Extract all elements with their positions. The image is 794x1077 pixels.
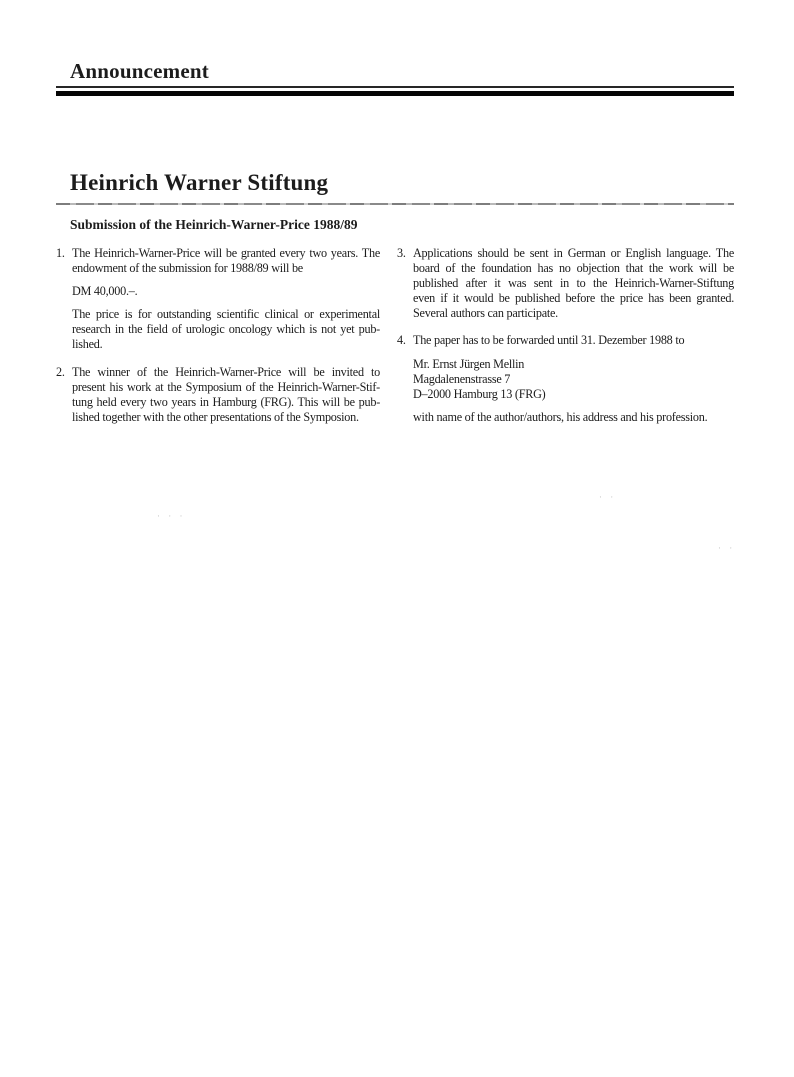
- text-line: research in the field of urologic oncology which is not yet pub-: [72, 322, 380, 337]
- text-column-right: [397, 246, 734, 437]
- numbered-item: [56, 365, 380, 425]
- double-rule: [56, 86, 734, 96]
- text-line: Magdalenenstrasse 7: [413, 371, 511, 386]
- text-line: endowment of the submission for 1988/89 will be: [72, 261, 303, 276]
- text-line: The Heinrich-Warner-Price will be granted every two years. The: [72, 246, 380, 260]
- item-number: 2.: [56, 364, 65, 379]
- text-line: Mr. Ernst Jürgen Mellin: [413, 356, 525, 371]
- paragraph: [72, 284, 380, 299]
- text-line: published after it was sent in to the Heinrich-Warner-Stiftung: [413, 276, 734, 291]
- title-underline-rule: [56, 203, 734, 205]
- numbered-item: [397, 333, 734, 424]
- article-title: Heinrich Warner Stiftung: [70, 170, 329, 195]
- paragraph: [413, 246, 734, 321]
- paragraph: [72, 307, 380, 352]
- item-body: [413, 333, 734, 424]
- item-number: 1.: [56, 246, 65, 260]
- scan-artifact: · ·: [718, 543, 736, 553]
- item-body: [413, 246, 734, 321]
- text-line: with name of the author/authors, his address and his profession.: [413, 409, 708, 424]
- text-line: D–2000 Hamburg 13 (FRG): [413, 386, 546, 401]
- article-subtitle: Submission of the Heinrich-Warner-Price 1988/89: [70, 217, 358, 232]
- scan-artifact: · ·: [599, 492, 617, 502]
- text-column-left: [56, 246, 380, 437]
- item-number: 4.: [397, 333, 406, 348]
- rule-thin-line: [56, 86, 734, 88]
- text-line: Several authors can participate.: [413, 306, 558, 321]
- numbered-item: [397, 246, 734, 321]
- rule-thick-line: [56, 91, 734, 96]
- text-line: The paper has to be forwarded until 31. Dezember 1988 to: [413, 333, 685, 348]
- text-line: even if it would be published before the price has been granted.: [413, 291, 734, 306]
- text-line: board of the foundation has no objection that the work will be: [413, 261, 734, 276]
- item-number: 3.: [397, 246, 406, 260]
- paragraph: [72, 365, 380, 425]
- numbered-item: [56, 246, 380, 353]
- text-line: The winner of the Heinrich-Warner-Price will be invited to: [72, 364, 380, 379]
- text-line: Applications should be sent in German or English language. The: [413, 246, 734, 260]
- item-body: [72, 365, 380, 425]
- text-line: The price is for outstanding scientific clinical or experimental: [72, 307, 380, 322]
- text-line: lished together with the other presentations of the Symposion.: [72, 409, 359, 424]
- text-line: present his work at the Symposium of the Heinrich-Warner-Stif-: [72, 379, 380, 394]
- text-line: tung held every two years in Hamburg (FRG). This will be pub-: [72, 394, 380, 409]
- text-line: lished.: [72, 337, 103, 352]
- paragraph: [413, 333, 734, 348]
- page-section-heading: Announcement: [70, 59, 209, 83]
- item-body: [72, 246, 380, 353]
- paragraph: [72, 246, 380, 276]
- text-line: DM 40,000.–.: [72, 284, 138, 299]
- scan-artifact: · · ·: [157, 511, 186, 521]
- paragraph: [413, 357, 734, 402]
- paragraph: [413, 410, 734, 425]
